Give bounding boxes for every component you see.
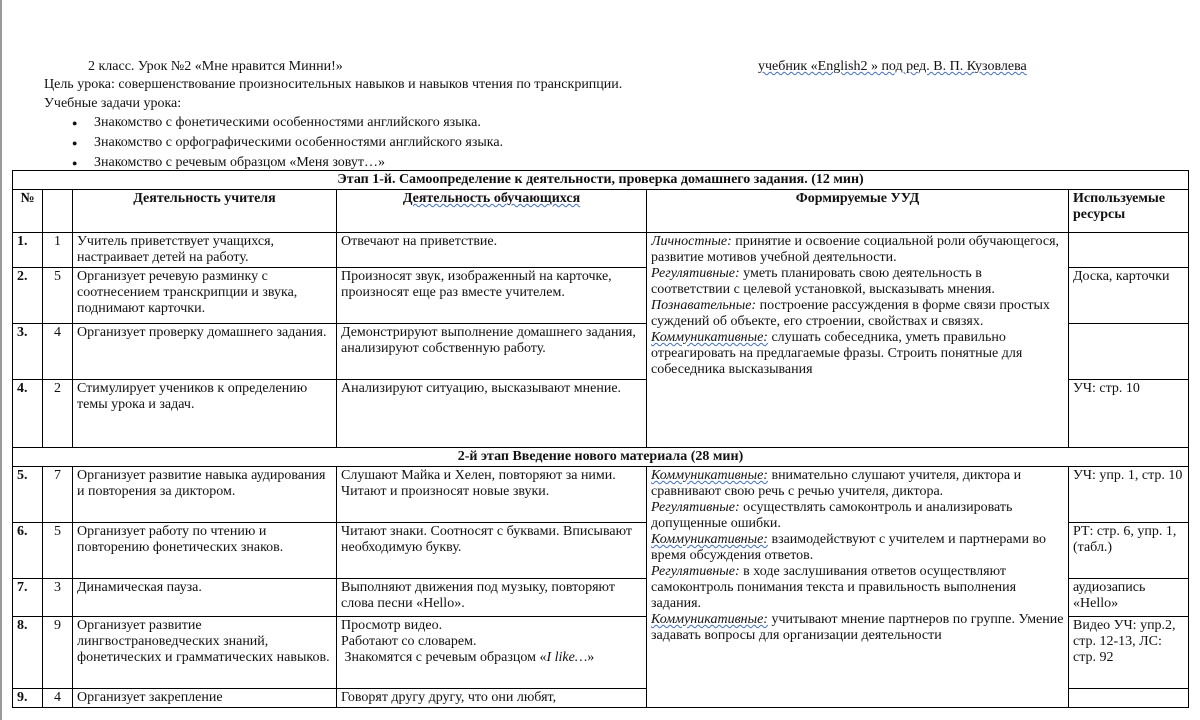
teacher-activity: Организует развитие навыка аудирования и повторения за диктором. [73, 467, 337, 523]
row-minutes: 5 [43, 268, 73, 324]
row-minutes: 3 [43, 579, 73, 617]
resources: РТ: стр. 6, упр. 1, (табл.) [1069, 523, 1189, 579]
col-students: Деятельность обучающихся [337, 190, 647, 233]
resources: Доска, карточки [1069, 268, 1189, 324]
student-activity: Анализируют ситуацию, высказывают мнение. [337, 380, 647, 448]
student-activity: Говорят другу другу, что они любят, [337, 689, 647, 708]
page-edge [0, 0, 2, 720]
row-number: 7. [13, 579, 43, 617]
row-number: 3. [13, 324, 43, 380]
resources: УЧ: стр. 10 [1069, 380, 1189, 448]
row-minutes: 9 [43, 617, 73, 689]
row-minutes: 1 [43, 233, 73, 268]
row-number: 1. [13, 233, 43, 268]
stage-1-uud: Личностные: принятие и освоение социальной роли обучающегося, развитие мотивов учебной деятельности. Регулятивные: уметь планировать свою деятельность в соответствии с целевой установкой, высказывать мнения. Познавательные: построение рассуждения в форме связи простых суждений об объекте, его строении, свойствах и связях. Коммуникативные: слушать собеседника, уметь правильно отреагировать на предлагаемые фразы. Строить понятные для собеседника высказывания [647, 233, 1069, 448]
row-minutes: 5 [43, 523, 73, 579]
stage-1-title: Этап 1-й. Самоопределение к деятельности, проверка домашнего задания. (12 мин) [13, 171, 1189, 190]
textbook-reference: учебник «English2 » под ред. В. П. Кузовлева [758, 59, 1027, 74]
stage-2-row [13, 448, 1189, 467]
col-teacher: Деятельность учителя [73, 190, 337, 233]
table-row [13, 467, 1189, 523]
teacher-activity: Организует работу по чтению и повторению фонетических знаков. [73, 523, 337, 579]
teacher-activity: Динамическая пауза. [73, 579, 337, 617]
student-activity: Читают знаки. Соотносят с буквами. Вписывают необходимую букву. [337, 523, 647, 579]
teacher-activity: Организует закрепление [73, 689, 337, 708]
row-number: 6. [13, 523, 43, 579]
student-activity: Выполняют движения под музыку, повторяют слова песни «Hello». [337, 579, 647, 617]
teacher-activity: Организует речевую разминку с соотнесением транскрипции и звука, поднимают карточки. [73, 268, 337, 324]
resources: Видео УЧ: упр.2, стр. 12-13, ЛС: стр. 92 [1069, 617, 1189, 689]
student-activity: Отвечают на приветствие. [337, 233, 647, 268]
row-number: 4. [13, 380, 43, 448]
lesson-goal: Цель урока: совершенствование произносительных навыков и навыков чтения по транскрипции. [44, 77, 623, 92]
teacher-activity: Стимулирует учеников к определению темы урока и задач. [73, 380, 337, 448]
row-minutes: 7 [43, 467, 73, 523]
row-number: 9. [13, 689, 43, 708]
col-resources: Используемые ресурсы [1069, 190, 1189, 233]
row-number: 5. [13, 467, 43, 523]
column-header-row [13, 190, 1189, 233]
teacher-activity: Учитель приветствует учащихся, настраивает детей на работу. [73, 233, 337, 268]
stage-1-row [13, 171, 1189, 190]
student-activity: Просмотр видео. Работают со словарем. Знакомятся с речевым образцом «I like…» [337, 617, 647, 689]
task-item: ● Знакомство с фонетическими особенностями английского языка. [72, 113, 503, 133]
table-row [13, 233, 1189, 268]
resources: УЧ: упр. 1, стр. 10 [1069, 467, 1189, 523]
resources [1069, 233, 1189, 268]
teacher-activity: Организует развитие лингвострановедческих знаний, фонетических и грамматических навыков. [73, 617, 337, 689]
resources [1069, 689, 1189, 708]
student-activity: Демонстрируют выполнение домашнего задания, анализируют собственную работу. [337, 324, 647, 380]
teacher-activity: Организует проверку домашнего задания. [73, 324, 337, 380]
col-minutes [43, 190, 73, 233]
row-minutes: 2 [43, 380, 73, 448]
row-number: 2. [13, 268, 43, 324]
resources [1069, 324, 1189, 380]
task-item: ● Знакомство с речевым образцом «Меня зовут…» [72, 153, 503, 173]
lesson-plan-table [12, 170, 1189, 708]
lesson-title: 2 класс. Урок №2 «Мне нравится Минни!» [88, 59, 343, 74]
student-activity: Произносят звук, изображенный на карточке, произносят еще раз вместе учителем. [337, 268, 647, 324]
resources: аудиозапись «Hello» [1069, 579, 1189, 617]
col-number: № [13, 190, 43, 233]
row-number: 8. [13, 617, 43, 689]
row-minutes: 4 [43, 689, 73, 708]
stage-2-uud: Коммуникативные: внимательно слушают учителя, диктора и сравнивают свою речь с речью учителя, диктора. Регулятивные: осуществлять самоконтроль и анализировать допущенные ошибки. Коммуникативные: взаимодействуют с учителем и партнерами во время обсуждения ответов. Регулятивные: в ходе заслушивания ответов осуществляют самоконтроль понимания текста и правильность выполнения задания. Коммуникативные: учитывают мнение партнеров по группе. Умение задавать вопросы для организации деятельности [647, 467, 1069, 708]
row-minutes: 4 [43, 324, 73, 380]
student-activity: Слушают Майка и Хелен, повторяют за ними. Читают и произносят новые звуки. [337, 467, 647, 523]
stage-2-title: 2-й этап Введение нового материала (28 мин) [13, 448, 1189, 467]
col-uud: Формируемые УУД [647, 190, 1069, 233]
tasks-list [72, 113, 503, 173]
tasks-title: Учебные задачи урока: [44, 96, 182, 111]
task-item: ● Знакомство с орфографическими особенностями английского языка. [72, 133, 503, 153]
